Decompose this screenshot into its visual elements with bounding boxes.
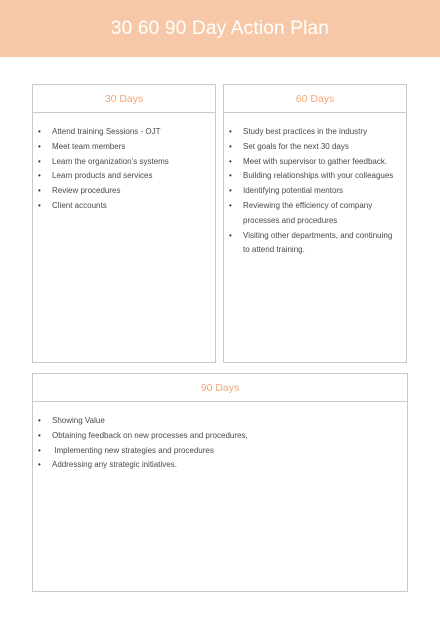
list-item: • Review procedures [52, 184, 205, 199]
list-item: • Learn products and services [52, 169, 205, 184]
bullet-icon: • [38, 156, 41, 166]
list-item: • Learn the organization’s systems [52, 155, 205, 170]
list-item: • Identifying potential mentors [243, 184, 396, 199]
list-item: • Addressing any strategic initiatives. [52, 458, 397, 473]
list-item: • Study best practices in the industry [243, 125, 396, 140]
list-90-days [33, 402, 407, 473]
card-90-days [32, 373, 408, 592]
page-header [0, 0, 440, 57]
card-30-days [32, 84, 216, 363]
list-item: • Client accounts [52, 199, 205, 214]
list-item: • Meet team members [52, 140, 205, 155]
list-item: • Set goals for the next 30 days [243, 140, 396, 155]
bullet-icon: • [38, 416, 41, 425]
bullet-icon: • [38, 186, 41, 196]
list-item: • Reviewing the efficiency of company processes and procedures [229, 200, 373, 225]
list-item: • Implementing new strategies and procedures [52, 444, 397, 459]
bullet-icon: • [38, 460, 41, 470]
card-title-60-days: 60 Days [224, 85, 406, 113]
bullet-icon: • [38, 445, 41, 455]
list-item: • Building relationships with your colleagues [243, 169, 396, 184]
bullet-icon: • [38, 171, 41, 181]
bullet-icon: • [229, 141, 232, 151]
bullet-icon: • [38, 127, 41, 136]
page-title: 30 60 90 Day Action Plan [110, 17, 330, 39]
list-item: • Visiting other departments, and continuing to attend training. [229, 230, 393, 255]
card-60-days [223, 84, 407, 363]
list-item: • Obtaining feedback on new processes and procedures, [52, 429, 397, 444]
bullet-icon: • [38, 141, 41, 151]
card-title-30-days: 30 Days [33, 85, 215, 113]
card-title-90-days: 90 Days [33, 374, 407, 402]
list-30-days [33, 113, 215, 214]
bullet-icon: • [229, 200, 232, 210]
list-item: • Attend training Sessions - OJT [52, 125, 205, 140]
bullet-icon: • [229, 156, 232, 166]
list-item: • Meet with supervisor to gather feedback. [243, 155, 396, 170]
list-60-days [224, 113, 406, 258]
bullet-icon: • [38, 430, 41, 440]
bullet-icon: • [229, 171, 232, 181]
list-item: • Showing Value [52, 414, 397, 429]
bullet-icon: • [229, 186, 232, 196]
bullet-icon: • [38, 200, 41, 210]
bullet-icon: • [229, 127, 232, 136]
bullet-icon: • [229, 230, 232, 240]
